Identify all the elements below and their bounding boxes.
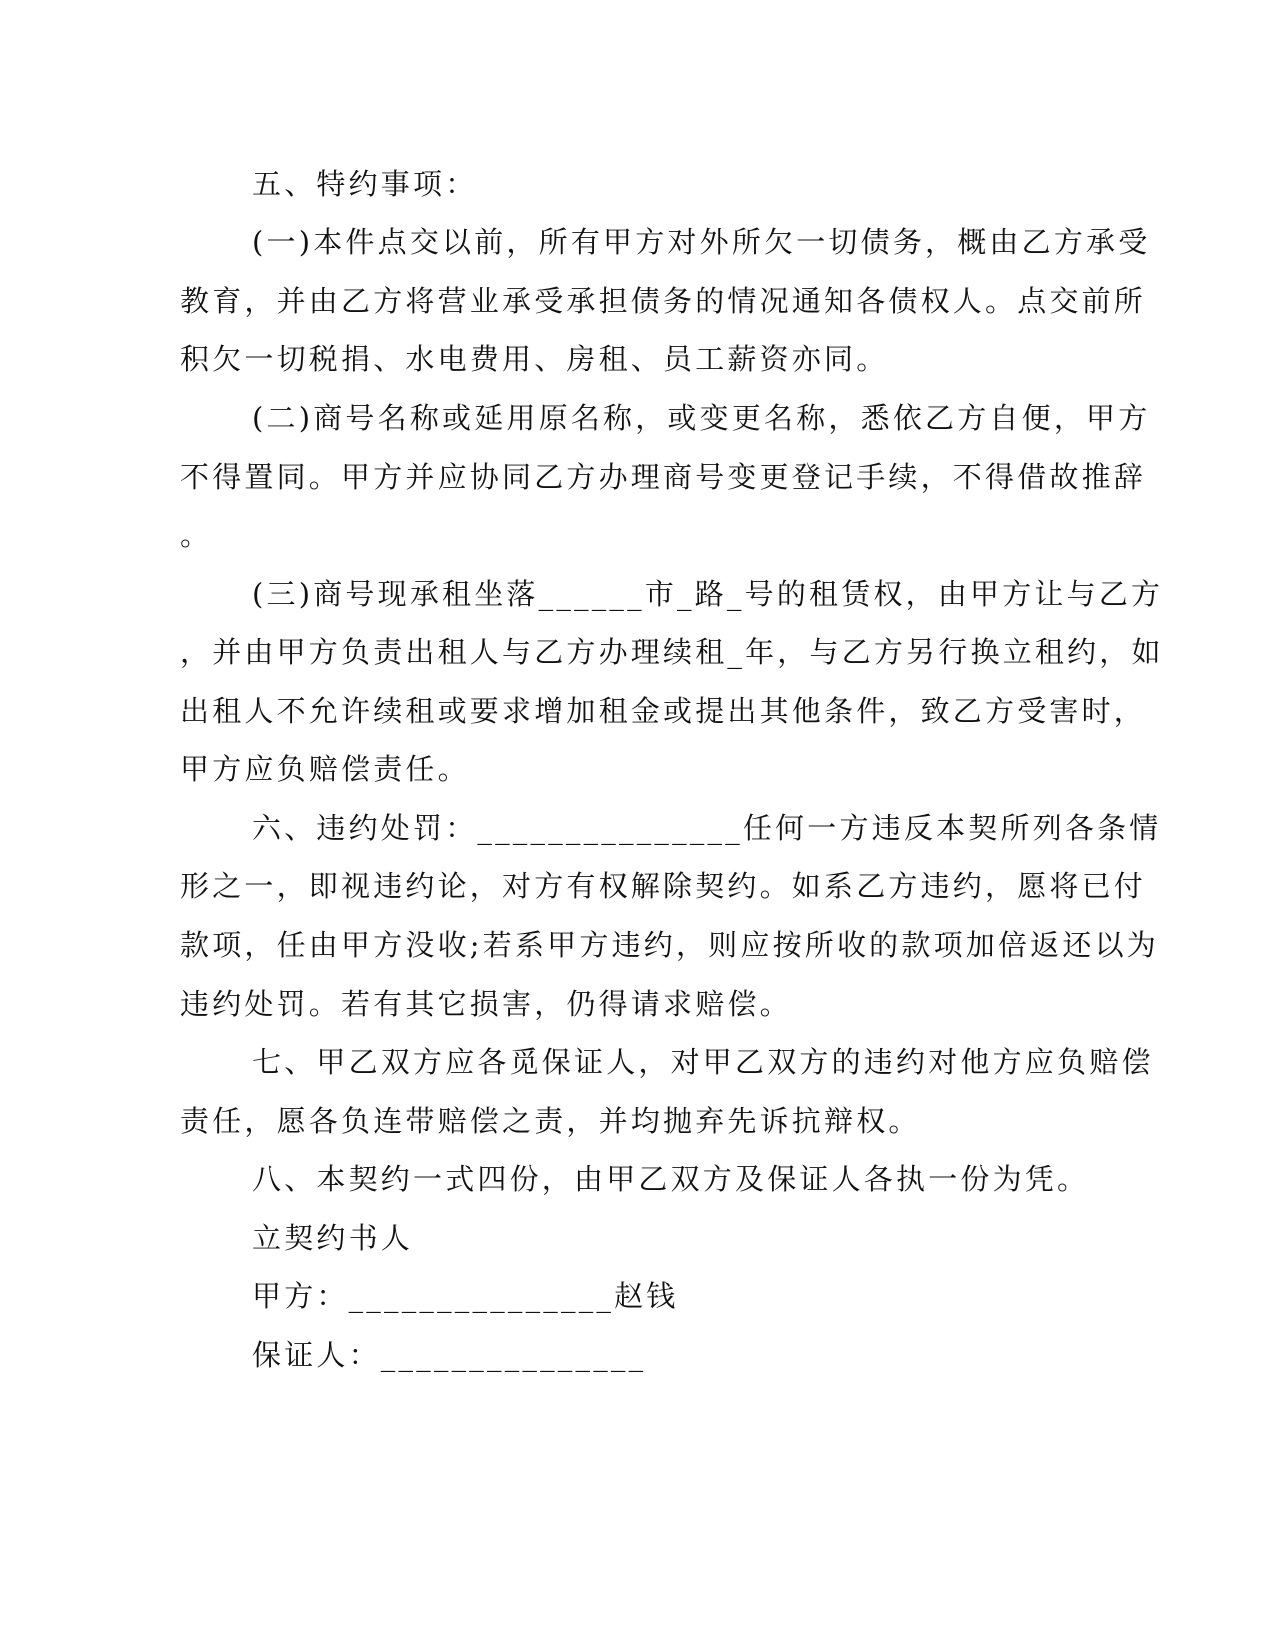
section-six-line-4: 违约处罚。若有其它损害，仍得请求赔偿。	[180, 987, 792, 1021]
section-seven-line-2: 责任，愿各负连带赔偿之责，并均抛弃先诉抗辩权。	[180, 1104, 921, 1138]
section-six-line-3: 款项，任由甲方没收;若系甲方违约，则应按所收的款项加倍返还以为	[180, 928, 1159, 962]
section-six-line-2: 形之一，即视违约论，对方有权解除契约。如系乙方违约，愿将已付	[180, 869, 1147, 903]
clause-five-three-line-1: (三)商号现承租坐落______市_路_号的租赁权，由甲方让与乙方	[252, 577, 1164, 611]
clause-five-three-line-4: 甲方应负赔偿责任。	[180, 752, 470, 786]
clause-five-one-line-1: (一)本件点交以前，所有甲方对外所欠一切债务，概由乙方承受	[252, 225, 1151, 259]
signatories-heading: 立契约书人	[252, 1221, 414, 1255]
clause-five-one-line-3: 积欠一切税捐、水电费用、房租、员工薪资亦同。	[180, 342, 889, 376]
section-eight-line: 八、本契约一式四份，由甲乙双方及保证人各执一份为凭。	[252, 1162, 1090, 1196]
clause-five-three-line-3: 出租人不允许续租或要求增加租金或提出其他条件，致乙方受害时，	[180, 694, 1147, 728]
guarantor-signature-line: 保证人：_______________	[252, 1338, 647, 1372]
clause-five-two-line-2: 不得置同。甲方并应协同乙方办理商号变更登记手续，不得借故推辞	[180, 460, 1147, 494]
section-seven-line-1: 七、甲乙双方应各觅保证人，对甲乙双方的违约对他方应负赔偿	[252, 1045, 1154, 1079]
clause-five-three-line-2: ，并由甲方负责出租人与乙方办理续租_年，与乙方另行换立租约，如	[180, 635, 1164, 669]
clause-five-one-line-2: 教育，并由乙方将营业承受承担债务的情况通知各债权人。点交前所	[180, 284, 1147, 318]
section-six-line-1: 六、违约处罚：_______________任何一方违反本契所列各条情	[252, 811, 1162, 845]
section-five-heading: 五、特约事项：	[252, 167, 478, 201]
party-a-signature-line: 甲方：_______________赵钱	[252, 1279, 679, 1313]
clause-five-two-line-1: (二)商号名称或延用原名称，或变更名称，悉依乙方自便，甲方	[252, 401, 1151, 435]
clause-five-two-line-3: 。	[180, 518, 213, 552]
